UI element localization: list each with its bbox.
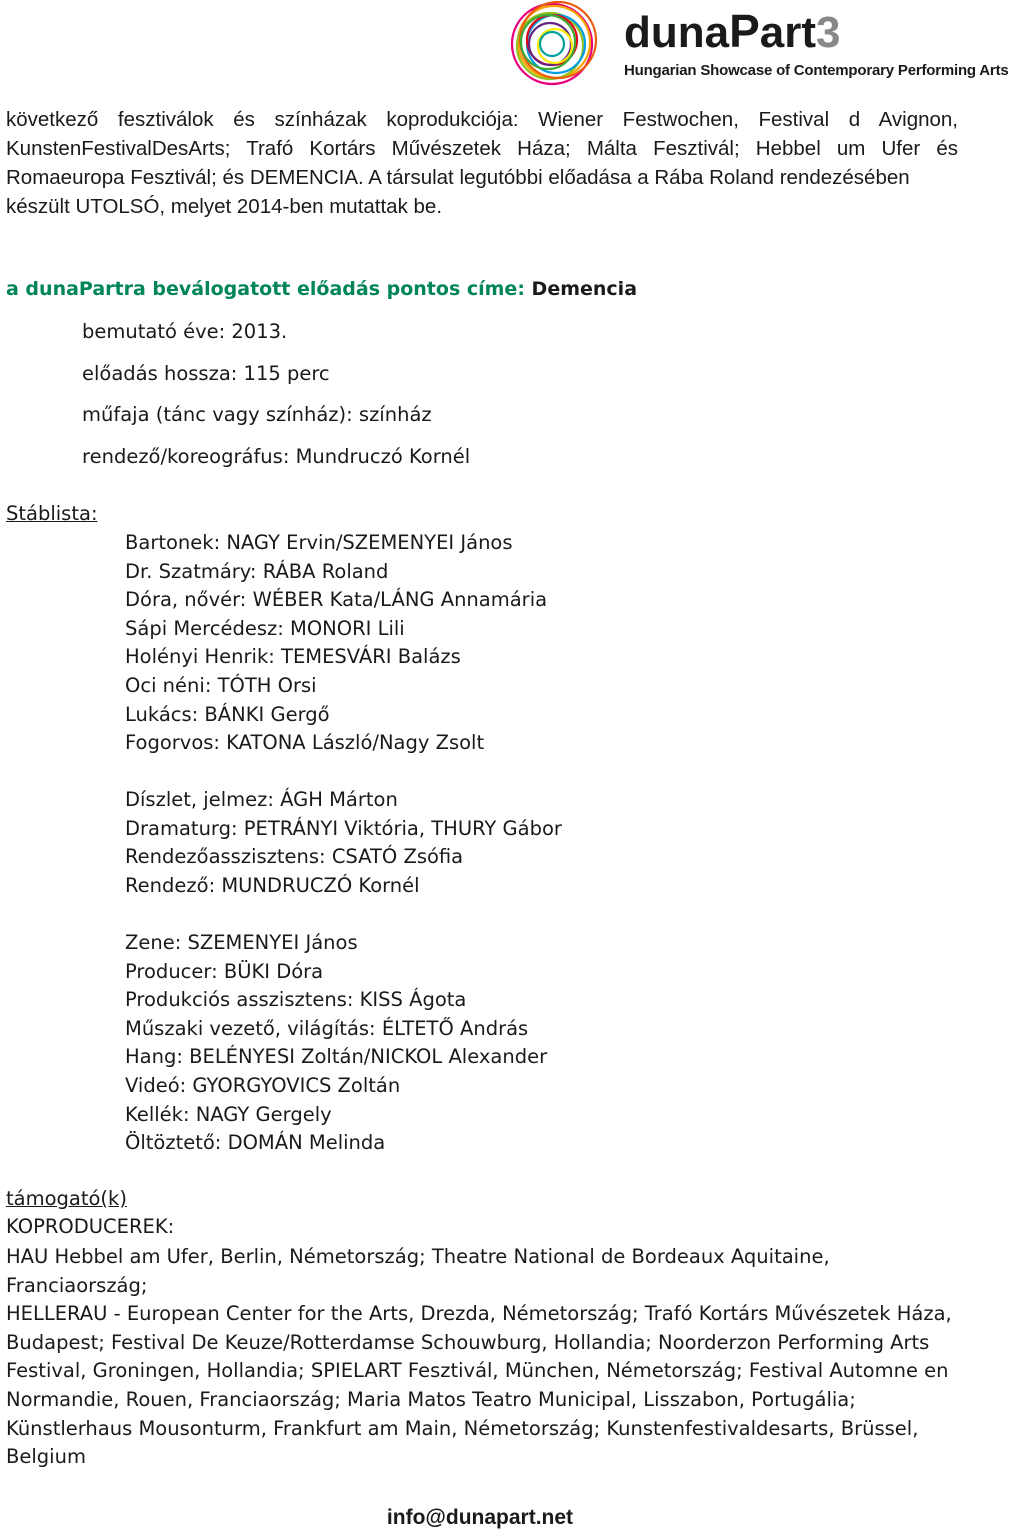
selected-performance-title <box>6 278 637 300</box>
production-item: Hang: BELÉNYESI Zoltán/NICKOL Alexander <box>125 1045 548 1069</box>
coproducers-line: Belgium <box>6 1445 86 1469</box>
coproducers-line: Budapest; Festival De Keuze/Rotterdamse Schouwburg, Hollandia; Noorderzon Performing Arts <box>6 1330 930 1354</box>
intro-last-line: készült UTOLSÓ, melyet 2014-ben mutattak be. <box>6 195 443 218</box>
production-item: Zene: SZEMENYEI János <box>125 931 358 954</box>
production-item: Műszaki vezető, világítás: ÉLTETŐ András <box>125 1016 529 1040</box>
cast-item: Lukács: BÁNKI Gergő <box>125 702 330 726</box>
creative-item: Rendezőasszisztens: CSATÓ Zsófia <box>125 845 464 869</box>
production-team-list <box>125 929 547 1158</box>
performance-title: Demencia <box>531 278 638 300</box>
creative-item: Dramaturg: PETRÁNYI Viktória, THURY Gábor <box>125 816 562 840</box>
production-item: Öltöztető: DOMÁN Melinda <box>125 1131 386 1155</box>
colorful-rings-logo-icon <box>500 0 620 90</box>
brand-wordmark: dunaPart3 <box>624 5 841 57</box>
stablista-label: Stáblista: <box>6 502 98 525</box>
coproducers-line: Festival, Groningen, Hollandia; SPIELART Fesztivál, München, Németország; Festival Automne en <box>6 1359 949 1383</box>
coproducers-text <box>6 1243 956 1472</box>
performance-length: előadás hossza: 115 perc <box>82 362 330 385</box>
creative-team-list <box>125 786 562 900</box>
creative-item: Díszlet, jelmez: ÁGH Márton <box>125 788 398 811</box>
director: rendező/koreográfus: Mundruczó Kornél <box>82 445 471 468</box>
selected-label: a dunaPartra beválogatott előadás pontos címe: <box>6 278 532 300</box>
cast-item: Dóra, nővér: WÉBER Kata/LÁNG Annamária <box>125 588 548 612</box>
cast-item: Oci néni: TÓTH Orsi <box>125 673 317 697</box>
coproducers-line: Normandie, Rouen, Franciaország; Maria Matos Teatro Municipal, Lisszabon, Portugália; <box>6 1387 856 1411</box>
cast-item: Sápi Mercédesz: MONORI Lili <box>125 616 405 640</box>
creative-item: Rendező: MUNDRUCZÓ Kornél <box>125 873 420 897</box>
supporters-label: támogató(k) <box>6 1187 127 1210</box>
coproducers-line: HELLERAU - European Center for the Arts, Drezda, Németország; Trafó Kortárs Művészetek Háza, <box>6 1302 952 1326</box>
production-item: Producer: BÜKI Dóra <box>125 959 324 983</box>
footer-email[interactable]: info@dunapart.net <box>386 1506 574 1529</box>
cast-item: Bartonek: NAGY Ervin/SZEMENYEI János <box>125 531 513 554</box>
cast-item: Holényi Henrik: TEMESVÁRI Balázs <box>125 645 461 669</box>
production-item: Kellék: NAGY Gergely <box>125 1102 332 1126</box>
genre: műfaja (tánc vagy színház): színház <box>82 403 432 426</box>
brand-tagline: Hungarian Showcase of Contemporary Performing Arts <box>624 62 1009 79</box>
production-item: Produkciós asszisztens: KISS Ágota <box>125 988 467 1012</box>
coproducers-label: KOPRODUCEREK: <box>6 1215 175 1238</box>
intro-text: következő fesztiválok és színházak koprodukciója: Wiener Festwochen, Festival d Avignon, KunstenFestivalDesArts; Trafó Kortárs Művészetek Háza; Málta Fesztivál; Hebbel um Ufer és Romaeuropa Fesztivál; és DEMENCIA. A társulat legutóbbi előadása a Rába Roland rendezésében <box>6 108 958 189</box>
production-item: Videó: GYORGYOVICS Zoltán <box>125 1073 401 1097</box>
cast-list <box>125 529 547 758</box>
coproducers-line: Künstlerhaus Mousonturm, Frankfurt am Main, Németország; Kunstenfestivaldesarts, Brüssel, <box>6 1416 919 1440</box>
dunapart-logo <box>500 0 1009 86</box>
cast-item: Dr. Szatmáry: RÁBA Roland <box>125 559 389 583</box>
cast-item: Fogorvos: KATONA László/Nagy Zsolt <box>125 731 485 755</box>
coproducers-line: HAU Hebbel am Ufer, Berlin, Németország; Theatre National de Bordeaux Aquitaine, Franciaország; <box>6 1245 830 1297</box>
intro-paragraph <box>6 105 958 221</box>
premiere-year: bemutató éve: 2013. <box>82 320 288 343</box>
